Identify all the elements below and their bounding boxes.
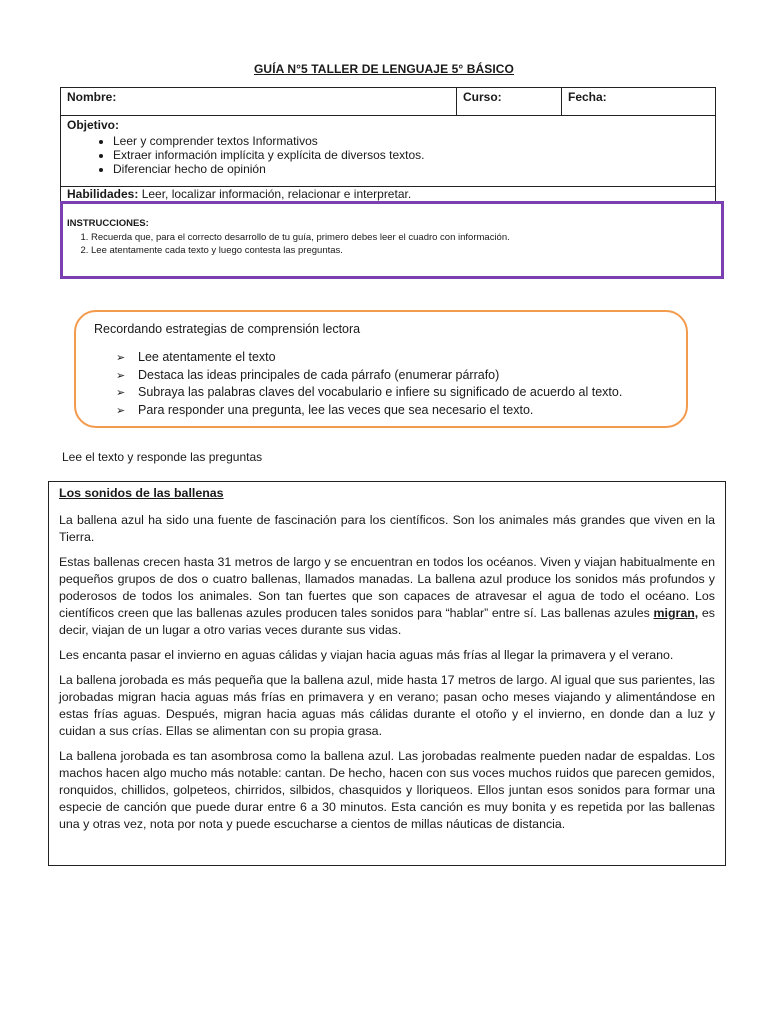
reading-title: Los sonidos de las ballenas [59, 486, 224, 500]
strategies-title: Recordando estrategias de comprensión lectora [94, 322, 361, 336]
arrow-bullet-icon: ➢ [116, 369, 126, 382]
habilidades-cell [61, 187, 716, 202]
student-info-table [60, 87, 716, 202]
arrow-bullet-icon: ➢ [116, 387, 126, 399]
habilidades-text: Leer, localizar información, relacionar e interpretar. [138, 187, 412, 201]
instructions-box [60, 201, 724, 279]
fecha-label: Fecha: [568, 90, 607, 104]
instructions-list [67, 231, 717, 257]
reading-text-box [48, 481, 726, 866]
strategy-item: ➢ Para responder una pregunta, lee las veces que sea necesario el texto. [116, 402, 622, 420]
instruction-item: 2. Lee atentamente cada texto y luego contesta las preguntas. [91, 244, 717, 257]
strategy-item: ➢ Subraya las palabras claves del vocabulario e infiere su significado de acuerdo al texto. [116, 384, 622, 402]
objetivo-item: • Extraer información implícita y explícita de diversos textos. [113, 148, 709, 162]
reading-instruction: Lee el texto y responde las preguntas [62, 450, 263, 464]
objetivo-cell [61, 116, 716, 187]
paragraph-3: Les encanta pasar el invierno en aguas cálidas y viajan hacia aguas más frías al llegar la primavera y el verano. [59, 648, 674, 662]
highlighted-word: migran, [653, 606, 699, 620]
instruction-item: 1. Recuerda que, para el correcto desarrollo de tu guía, primero debes leer el cuadro con información. [91, 231, 717, 244]
paragraph-2: Estas ballenas crecen hasta 31 metros de largo y se encuentran en todos los océanos. Viven y viajan habitualmente en pequeños grupos de dos o cuatro ballenas, llamados manadas. La ballena azul produce los sonidos más profundos y poderosos de todos los animales. Son tan fuertes que son capaces de atravesar el agua de todo el océano. Los científicos creen que las ballenas azules producen tales sonidos para “hablar” entre sí. Las ballenas azules migran, es decir, viajan de un lugar a otro varias veces durante sus vidas. [59, 555, 715, 637]
strategies-box [74, 310, 688, 428]
arrow-bullet-icon: ➢ [116, 352, 126, 364]
objetivo-label: Objetivo: [67, 118, 120, 132]
nombre-cell[interactable] [61, 88, 457, 116]
strategy-item: ➢ Lee atentamente el texto [116, 349, 622, 367]
habilidades-label: Habilidades: [67, 187, 139, 201]
objetivo-item: • Leer y comprender textos Informativos [113, 134, 709, 148]
nombre-label: Nombre: [67, 90, 117, 104]
objetivo-list [67, 134, 709, 176]
paragraph-1: La ballena azul ha sido una fuente de fascinación para los científicos. Son los animales más grandes que viven en la Tierra. [59, 513, 715, 544]
page-title: GUÍA N°5 TALLER DE LENGUAJE 5° BÁSICO [254, 62, 514, 76]
curso-label: Curso: [463, 90, 502, 104]
objetivo-item: • Diferenciar hecho de opinión [113, 162, 709, 176]
instructions-title: INSTRUCCIONES: [67, 218, 149, 229]
arrow-bullet-icon: ➢ [116, 404, 126, 417]
strategies-list [116, 349, 622, 419]
paragraph-5: La ballena jorobada es tan asombrosa como la ballena azul. Las jorobadas realmente pueden nadar de espaldas. Los machos hacen algo mucho más notable: cantan. De hecho, hacen con sus voces muchos ruidos que parecen gemidos, ronquidos, chillidos, golpeteos, chirridos, silbidos, chasquidos y lloriqueos. Ellos juntan esos sonidos para formar una especie de canción que puede durar entre 6 a 30 minutos. Esta canción es muy bonita y es repetida por las ballenas una y otras vez, nota por nota y puede escucharse a cientos de millas náuticas de distancia. [59, 749, 715, 831]
strategy-item: ➢ Destaca las ideas principales de cada párrafo (enumerar párrafo) [116, 367, 622, 385]
fecha-cell[interactable] [562, 88, 716, 116]
paragraph-4: La ballena jorobada es más pequeña que la ballena azul, mide hasta 17 metros de largo. Al igual que sus parientes, las jorobadas migran hacia aguas más frías en primavera y en verano; pasan ocho meses viajando y alimentándose en estas frías aguas. Después, migran hacia aguas más cálidas durante el otoño y el invierno, en donde dan a luz y cuidan a sus crías. Ellas se alimentan con su propia grasa. [59, 673, 715, 738]
curso-cell[interactable] [457, 88, 562, 116]
